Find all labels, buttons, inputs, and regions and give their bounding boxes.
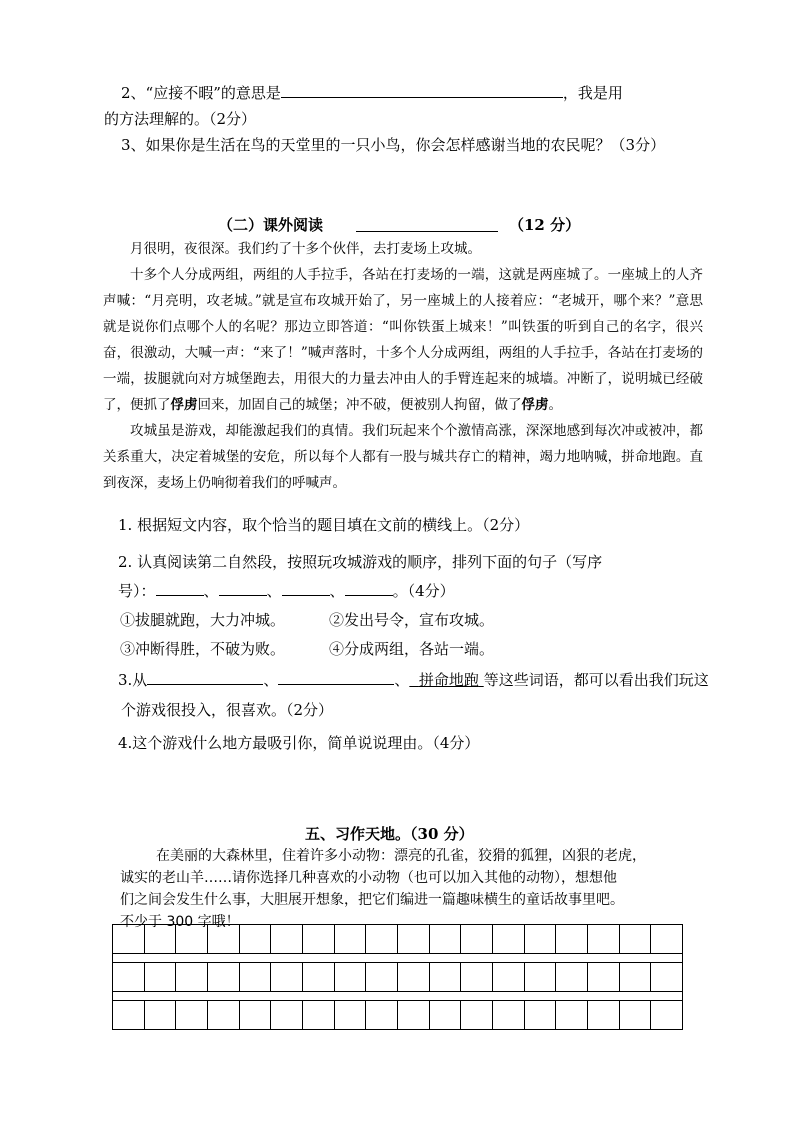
filled-answer: 拼命地跑 <box>418 671 479 689</box>
option-4: ④分成两组，各站一端。 <box>329 640 495 658</box>
reading-question-1: 1. 根据短文内容，取个恰当的题目填在文前的横线上。（2分） <box>118 516 530 534</box>
reading-question-2-line2: 号）： 、 、 、 。（4分） <box>118 582 455 600</box>
word-blank[interactable] <box>278 683 394 685</box>
composition-title: 五、习作天地。（30 分） <box>305 825 474 843</box>
keyword-captive: 俘虏 <box>521 397 549 413</box>
paragraph-1: 月很明，夜很深。我们约了十多个伙伴，去打麦场上攻城。 <box>130 241 481 257</box>
paragraph-3: 攻城虽是游戏，却能激起我们的真情。我们玩起来个个激情高涨，深深地感到每次冲或被冲，都关系重大，决定着城堡的安危，所以每个人都有一股与城共存亡的精神，竭力地呐喊，拼命地跑。直到夜深，麦场上仍响彻着我们的呼喊声。 <box>103 423 703 491</box>
order-blank[interactable] <box>282 594 330 596</box>
order-blank[interactable] <box>345 594 393 596</box>
word-blank[interactable] <box>147 683 263 685</box>
answer-blank[interactable] <box>281 96 563 98</box>
order-blank[interactable] <box>156 594 204 596</box>
section-score: （12 分） <box>509 216 581 234</box>
question-3: 3、如果你是生活在鸟的天堂里的一只小鸟，你会怎样感谢当地的农民呢？（3分） <box>121 136 666 154</box>
reading-question-3-line2: 个游戏很投入，很喜欢。（2分） <box>121 701 334 719</box>
option-3: ③冲断得胜，不破为败。 <box>120 640 286 658</box>
option-2: ②发出号令，宣布攻城。 <box>329 611 495 629</box>
grid-row[interactable] <box>113 963 682 992</box>
order-blank[interactable] <box>219 594 267 596</box>
writing-grid[interactable] <box>112 924 683 1030</box>
option-1: ①拔腿就跑，大力冲城。 <box>120 611 286 629</box>
grid-row[interactable] <box>113 925 682 954</box>
title-blank[interactable] <box>356 231 498 232</box>
composition-prompt: 在美丽的大森林里，住着许多小动物：漂亮的孔雀，狡猾的狐狸，凶狠的老虎， 诚实的老山羊……请你选择几种喜欢的小动物（也可以加入其他的动物），想想他 们之间会发生什么事，大胆展开想象，把它们编进一篇趣味横生的童话故事里吧。 不少于 300 字哦！ <box>120 848 646 930</box>
reading-question-3-line1: 3.从 、 、 拼命地跑 等这些词语，都可以看出我们玩这 <box>118 671 709 689</box>
section-title: （二）课外阅读 <box>218 216 324 234</box>
reading-question-4: 4.这个游戏什么地方最吸引你，简单说说理由。（4分） <box>118 734 480 752</box>
reading-question-2-line1: 2. 认真阅读第二自然段，按照玩攻城游戏的顺序，排列下面的句子（写序 <box>118 553 603 571</box>
paragraph-2: 十多个人分成两组，两组的人手拉手，各站在打麦场的一端，这就是两座城了。一座城上的人齐声喊：“月亮明，攻老城。”就是宣布攻城开始了，另一座城上的人接着应：“老城开，哪个来？”意思就是说你们点哪个人的名呢？那边立即答道：“叫你铁蛋上城来！”叫铁蛋的听到自己的名字，很兴奋，很激动，大喊一声：“来了！”喊声落时，十多个人分成两组，两组的人手拉手，各站在打麦场的一端，拔腿就向对方城堡跑去，用很大的力量去冲由人的手臂连起来的城墙。冲断了，说明城已经破了，便抓了俘虏回来，加固自己的城堡；冲不破，便被别人拘留，做了俘虏。 <box>103 267 703 413</box>
question-2-line1: 2、“应接不暇”的意思是 ，我是用 <box>121 84 623 102</box>
reading-passage <box>103 236 703 496</box>
keyword-captive: 俘虏 <box>170 397 198 413</box>
question-2-line2: 的方法理解的。（2分） <box>104 110 257 128</box>
grid-row[interactable] <box>113 1001 682 1029</box>
